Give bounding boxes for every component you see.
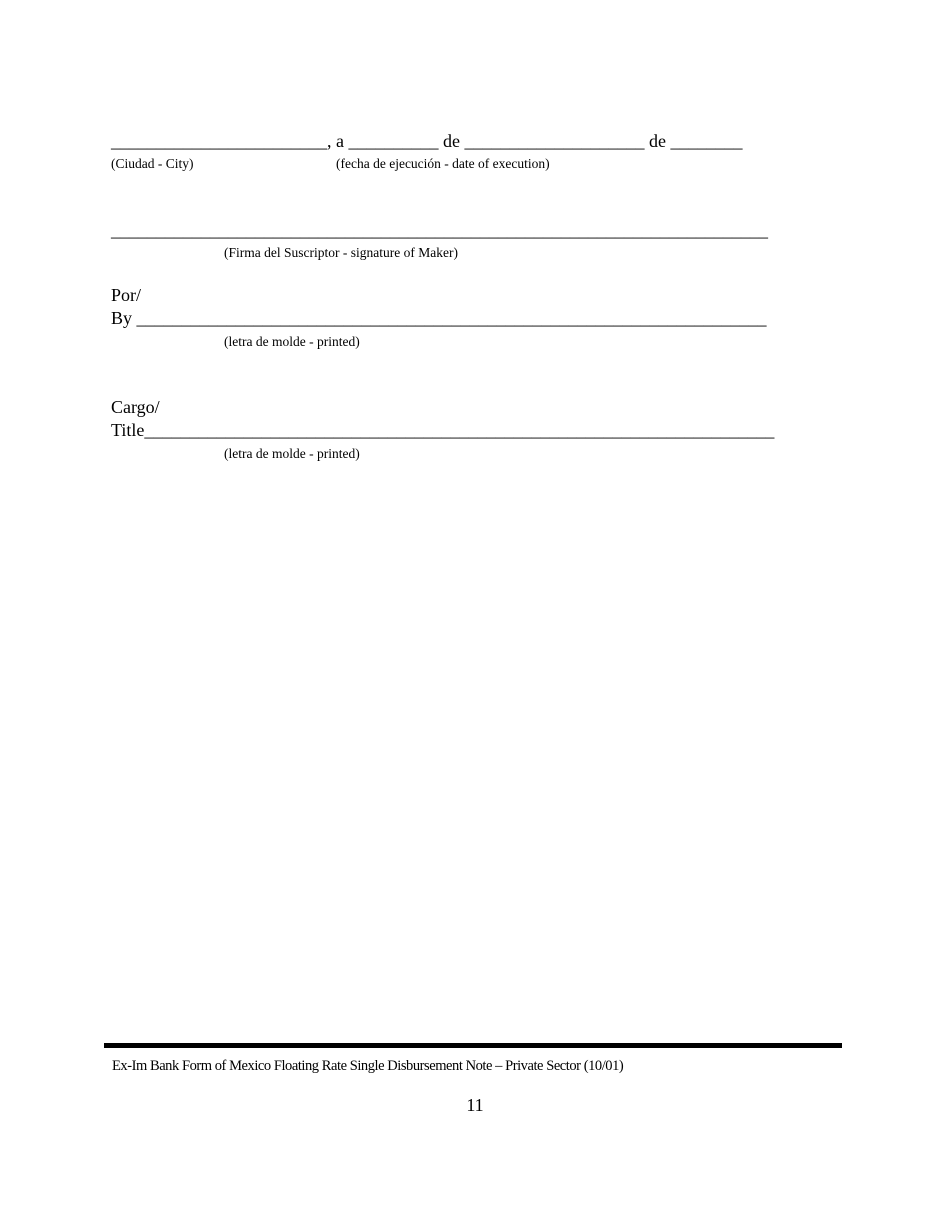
title-line: Title______________________________________________________________________: [111, 420, 775, 440]
date-of-execution-caption: (fecha de ejecución - date of execution): [336, 156, 550, 171]
maker-signature-caption: (Firma del Suscriptor - signature of Maker): [224, 245, 458, 260]
city-date-line: ________________________, a __________ de ____________________ de ________: [111, 131, 743, 151]
footer-form-title: Ex-Im Bank Form of Mexico Floating Rate Single Disbursement Note – Private Sector (10/01): [112, 1058, 624, 1074]
maker-signature-line: _________________________________________________________________________: [111, 220, 768, 240]
title-printed-caption: (letra de molde - printed): [224, 446, 360, 461]
by-name-line: By ______________________________________________________________________: [111, 308, 767, 328]
footer-rule: [104, 1043, 842, 1048]
city-caption: (Ciudad - City): [111, 156, 194, 171]
page-number: 11: [466, 1095, 484, 1115]
by-printed-caption: (letra de molde - printed): [224, 334, 360, 349]
cargo-label: Cargo/: [111, 397, 160, 417]
por-label: Por/: [111, 285, 142, 305]
